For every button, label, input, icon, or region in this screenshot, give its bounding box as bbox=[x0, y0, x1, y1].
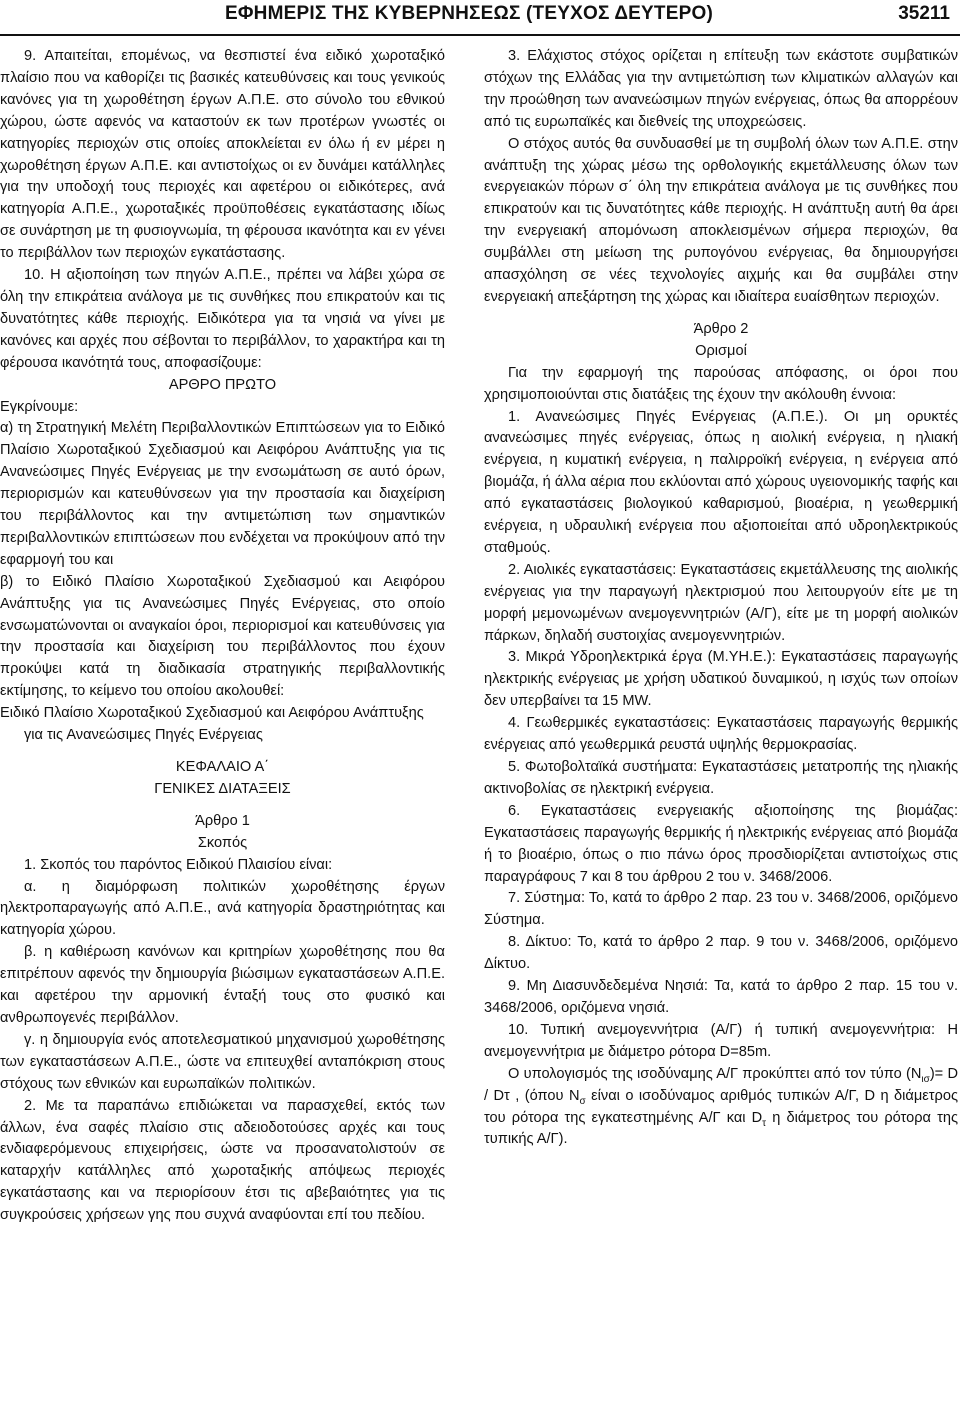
purpose-1a: α. η διαμόρφωση πολιτικών χωροθέτησης έργων ηλεκτροπαραγωγής από Α.Π.Ε., ανά κατηγορία δραστηριότητας και κατηγορία χώρου. bbox=[0, 878, 445, 939]
page-number: 35211 bbox=[898, 3, 950, 24]
header-rule bbox=[0, 34, 960, 36]
formula-text-a: Ο υπολογισμός της ισοδύναμης Α/Γ προκύπτει από τον τύπο (N bbox=[508, 1065, 922, 1082]
purpose-3: 3. Ελάχιστος στόχος ορίζεται η επίτευξη των εκάστοτε συμβατικών στόχων της Ελλάδας για την αντιμετώπιση των κλιματικών αλλαγών και την προώθηση των ανανεώσιμων πηγών ενέργειας, όπως θα απορρέουν από τις ευρωπαϊκές και διεθνείς της υποχρεώσεις. bbox=[484, 48, 958, 130]
definition-2: 2. Αιολικές εγκαταστάσεις: Εγκαταστάσεις εκμετάλλευσης της αιολικής ενέργειας για την παραγωγή ηλεκτρισμού που λειτουργούν είτε με τη μορφή μεμονωμένων ανεμογεννητριών (Α/Γ), είτε με τη μορφή αιολικών πάρκων, δηλαδή συστοιχίας ανεμογεννητριών. bbox=[484, 561, 958, 644]
purpose-1b: β. η καθιέρωση κανόνων και κριτηρίων χωροθέτησης που θα επιτρέπουν αφενός την δημιουργία βιώσιμων εγκαταστάσεων Α.Π.Ε. και αφετέρου την αρμονική ένταξή τους στο φυσικό και ανθρωπογενές περιβάλλον. bbox=[0, 944, 445, 1026]
paragraph-9: 9. Απαιτείται, επομένως, να θεσπιστεί ένα ειδικό χωροταξικό πλαίσιο που να καθορίζει τις βασικές κατευθύνσεις και τους γενικούς κανόνες για τη χωροθέτηση έργων Α.Π.Ε. στο σύνολο του εθνικού χώρου, ώστε αφενός να καταστούν εκ των προτέρων γνωστές οι κατηγορίες περιοχών στις οποίες αποκλείεται εν όλω ή εν μέρει η χωροθέτηση έργων Α.Π.Ε. και αντιστοίχως οι εν δυνάμει κατάλληλες για την υποδοχή τους περιοχές και αφετέρου οι ειδικότερες, ανά κατηγορία Α.Π.Ε., χωροταξικές προϋποθέσεις εγκατάστασης ιδίως σε συνάρτηση με τη φυσιογνωμία, τη φέρουσα ικανότητα και εν γένει το περιβάλλον των περιοχών εγκατάστασης. bbox=[0, 48, 445, 262]
article-2-heading: Άρθρο 2 bbox=[693, 320, 749, 337]
item-a: α) τη Στρατηγική Μελέτη Περιβαλλοντικών Επιπτώσεων για το Ειδικό Πλαίσιο Χωροταξικού Σχεδιασμού και Αειφόρου Ανάπτυξης για τις Ανανεώσιμες Πηγές Ενέργειας με την ενσωμάτωση σε αυτό όρων, περιορισμών και κατευθύνσεων για την προστασία και διαχείριση του περιβάλλοντος και την αντιμετώπιση των σημαντικών περιβαλλοντικών επιπτώσεων που ενδέχεται να προκύψουν από την εφαρμογή του και bbox=[0, 420, 445, 568]
chapter-title: ΓΕΝΙΚΕΣ ΔΙΑΤΑΞΕΙΣ bbox=[154, 780, 291, 797]
formula-sub-2: σ bbox=[579, 1095, 586, 1107]
article-1-heading: Άρθρο 1 bbox=[195, 812, 250, 829]
definition-6: 6. Εγκαταστάσεις ενεργειακής αξιοποίησης της βιομάζας: Εγκαταστάσεις παραγωγής θερμικής ή ηλεκτρικής ενέργειας από βιομάζα ή το βιοαέριο, όπως ο πιο πάνω όρος προσδιορίζεται αντιστοίχως στις παραγράφους 7 και 8 του άρθρου 2 του ν. 3468/2006. bbox=[484, 802, 958, 885]
formula-sub-1: ισ bbox=[921, 1073, 930, 1085]
definition-5: 5. Φωτοβολταϊκά συστήματα: Εγκαταστάσεις μετατροπής της ηλιακής ακτινοβολίας σε ηλεκτρική ενέργεια. bbox=[484, 759, 958, 797]
formula-text-b: )= D / Dτ , (όπου N bbox=[484, 1065, 958, 1104]
purpose-3-cont: Ο στόχος αυτός θα συνδυασθεί με τη συμβολή όλων των Α.Π.Ε. στην ανάπτυξη της χώρας μέσω της ορθολογικής εκμετάλλευσης όλων των ενεργειακών πόρων σ΄ όλη την επικράτεια ανάλογα με τις συνθήκες που επικρατούν και τις δυνατότητες κάθε περιοχής. Η ανάπτυξη αυτή θα άρει την ενεργειακή απομόνωση αποκλεισμένων σήμερα περιοχών, θα συμβάλλει στη μείωση της ρυπογόνου ενέργειας, θα δημιουργήσει απασχόληση σε νέες τεχνολογίες αιχμής και θα συμβάλει στην ενεργειακή απεξάρτηση της χώρας και ιδιαίτερα ευαίσθητων περιοχών. bbox=[484, 135, 958, 305]
definition-7: 7. Σύστημα: Το, κατά το άρθρο 2 παρ. 23 του ν. 3468/2006, οριζόμενο Σύστημα. bbox=[484, 890, 958, 929]
definition-1: 1. Ανανεώσιμες Πηγές Ενέργειας (Α.Π.Ε.). Οι μη ορυκτές ανανεώσιμες πηγές ενέργειας, όπως η αιολική ενέργεια, η ηλιακή ενέργεια, η κυματική ενέργεια, η παλιρροϊκή ενέργεια, η ενέργεια από βιομάζα, ή άλλα αέρια που εκλύονται από χώρους υγειονομικής ταφής και από εγκαταστάσεις βιολογικού καθαρισμού, βιοαέρια, η γεωθερμική ενέργεια, η υδραυλική ενέργεια που αξιοποιείται από υδροηλεκτρικούς σταθμούς. bbox=[484, 408, 958, 556]
framework-title-1: Ειδικό Πλαίσιο Χωροταξικού Σχεδιασμού και Αειφόρου Ανάπτυξης bbox=[0, 705, 424, 722]
formula-text-d: η διάμετρος του ρότορα της τυπικής Α/Γ). bbox=[484, 1109, 958, 1148]
purpose-2: 2. Με τα παραπάνω επιδιώκεται να παρασχεθεί, εκτός των άλλων, ένα σαφές πλαίσιο στις αδειοδοτούσες αρχές και τους ενδιαφερόμενους επιχειρήσεις, ώστε να προσανατολιστούν σε καταρχήν κατάλληλες από χωροταξικής απόψεως περιοχές εγκατάστασης και να περιορίσουν έτσι τις αβεβαιότητες για τις συγκρούσεις χρήσεων γης που συχνά αναφύονται επί του πεδίου. bbox=[0, 1097, 445, 1224]
definition-9: 9. Μη Διασυνδεδεμένα Νησιά: Τα, κατά το άρθρο 2 παρ. 15 του ν. 3468/2006, οριζόμενα νησιά. bbox=[484, 978, 958, 1016]
formula-sub-3: τ bbox=[762, 1117, 767, 1129]
gazette-title: ΕΦΗΜΕΡΙΣ ΤΗΣ ΚΥΒΕΡΝΗΣΕΩΣ (ΤΕΥΧΟΣ ΔΕΥΤΕΡΟ) bbox=[225, 3, 713, 24]
definition-10: 10. Τυπική ανεμογεννήτρια (Α/Γ) ή τυπική ανεμογεννήτρια: Η ανεμογεννήτρια με διάμετρο ρότορα D=85m. bbox=[484, 1021, 958, 1060]
approve-line: Εγκρίνουμε: bbox=[0, 398, 79, 415]
formula-paragraph bbox=[484, 1064, 958, 1152]
article-first-heading: ΑΡΘΡΟ ΠΡΩΤΟ bbox=[168, 376, 277, 393]
definition-4: 4. Γεωθερμικές εγκαταστάσεις: Εγκαταστάσεις παραγωγής θερμικής ενέργειας από γεωθερμικά ρευστά υψηλής θερμοκρασίας. bbox=[484, 715, 958, 754]
purpose-1c: γ. η δημιουργία ενός αποτελεσματικού μηχανισμού χωροθέτησης των εγκαταστάσεων Α.Π.Ε., ώστε να επιτευχθεί ανταπόκριση στους στόχους των εθνικών και ευρωπαϊκών πολιτικών. bbox=[0, 1031, 445, 1092]
definitions-intro: Για την εφαρμογή της παρούσας απόφασης, οι όροι που χρησιμοποιούνται στις διατάξεις της έχουν την ακόλουθη έννοια: bbox=[484, 364, 958, 403]
chapter-heading: ΚΕΦΑΛΑΙΟ Α΄ bbox=[175, 759, 270, 775]
left-column bbox=[0, 46, 445, 1227]
article-1-title: Σκοπός bbox=[197, 834, 248, 851]
formula-text-c: είναι ο ισοδύναμος αριθμός τυπικών Α/Γ, D η διάμετρος του ρότορα της εγκατεστημένης Α/Γ και D bbox=[484, 1087, 958, 1126]
framework-title-2: για τις Ανανεώσιμες Πηγές Ενέργειας bbox=[24, 727, 263, 744]
article-2-title: Ορισμοί bbox=[695, 342, 747, 359]
page-header bbox=[0, 0, 960, 36]
definition-8: 8. Δίκτυο: Το, κατά το άρθρο 2 παρ. 9 του ν. 3468/2006, οριζόμενο Δίκτυο. bbox=[484, 934, 958, 973]
paragraph-10: 10. Η αξιοποίηση των πηγών Α.Π.Ε., πρέπει να λάβει χώρα σε όλη την επικράτεια ανάλογα με τις συνθήκες που επικρατούν και τις δυνατότητες κάθε περιοχής. Ειδικότερα για τα νησιά να γίνει με κανόνες και αρχές που σέβονται το περιβάλλον, το χαρακτήρα και τη φέρουσα ικανότητά τους, αποφασίζουμε: bbox=[0, 267, 445, 371]
definition-3: 3. Μικρά Υδροηλεκτρικά έργα (Μ.ΥΗ.Ε.): Εγκαταστάσεις παραγωγής ηλεκτρικής ενέργειας με χρήση υδατικού δυναμικού, η ισχύς των οποίων δεν υπερβαίνει τα 15 MW. bbox=[484, 649, 958, 710]
item-b: β) το Ειδικό Πλαίσιο Χωροταξικού Σχεδιασμού και Αειφόρου Ανάπτυξης για τις Ανανεώσιμες Πηγές Ενέργειας, στο οποίο ενσωματώνονται οι αναγκαίοι όροι, περιορισμοί και κατευθύνσεις για την προστασία και διαχείριση του περιβάλλοντος που έχουν προκύψει κατά τη διαδικασία στρατηγικής περιβαλλοντικής εκτίμησης, το κείμενο του οποίου ακολουθεί: bbox=[0, 573, 445, 700]
right-column bbox=[484, 46, 958, 1151]
purpose-1: 1. Σκοπός του παρόντος Ειδικού Πλαισίου είναι: bbox=[24, 856, 333, 873]
